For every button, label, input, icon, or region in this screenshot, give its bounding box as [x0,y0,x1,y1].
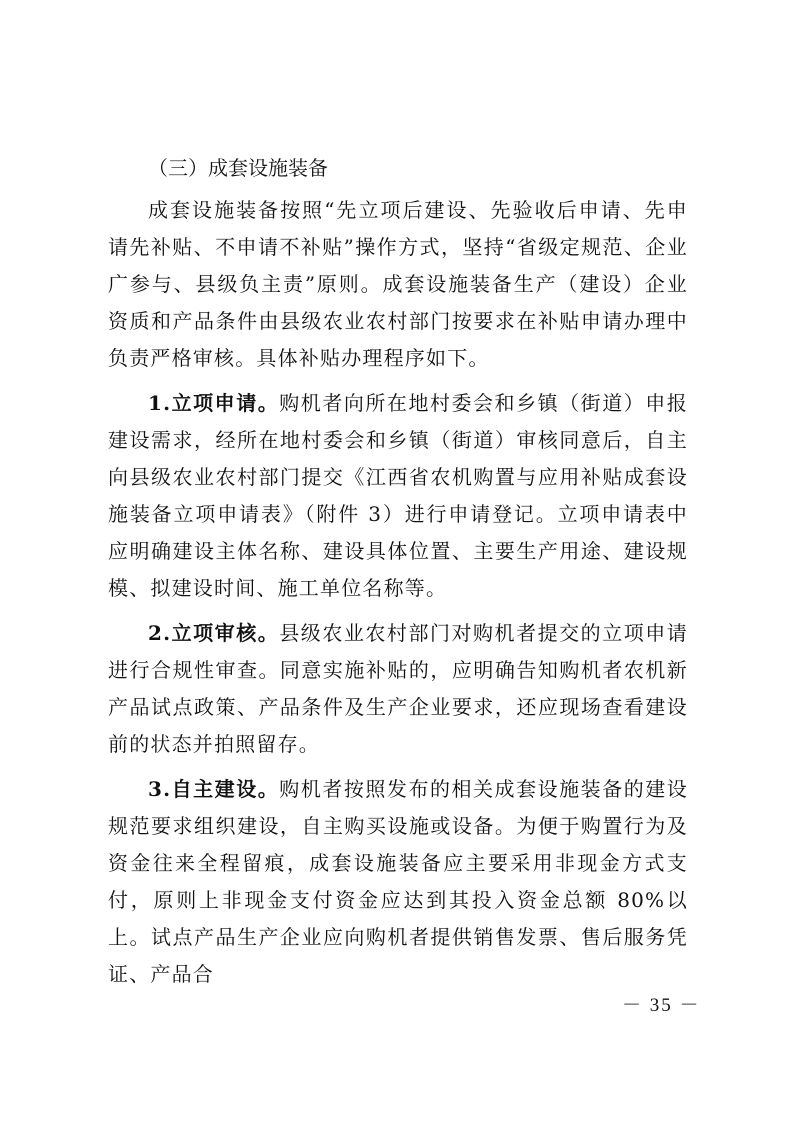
step-paragraph-1 [108,385,688,607]
document-body [108,150,688,993]
step-paragraph-3 [108,771,688,993]
step-title-1: 1.立项申请。 [148,391,280,415]
step-body-1: 购机者向所在地村委会和乡镇（街道）申报建设需求，经所在地村委会和乡镇（街道）审核同意后，自主向县级农业农村部门提交《江西省农机购置与应用补贴成套设施装备立项申请表》（附件 3）进行申请登记。立项申请表中应明确建设主体名称、建设具体位置、主要生产用途、建设规模、拟建设时间、施工单位名称等。 [108,391,688,600]
page-number: － 35 － [622,995,701,1016]
step-body-3: 购机者按照发布的相关成套设施装备的建设规范要求组织建设，自主购买设施或设备。为便于购置行为及资金往来全程留痕，成套设施装备应主要采用非现金方式支付，原则上非现金支付资金应达到其投入资金总额 80%以上。试点产品生产企业应向购机者提供销售发票、售后服务凭证、产品合 [108,777,688,986]
step-title-3: 3.自主建设。 [148,777,280,801]
step-body-2: 县级农业农村部门对购机者提交的立项申请进行合规性审查。同意实施补贴的，应明确告知购机者农机新产品试点政策、产品条件及生产企业要求，还应现场查看建设前的状态并拍照留存。 [108,621,688,756]
section-heading: （三）成套设施装备 [148,156,328,180]
section-intro-paragraph: 成套设施装备按照“先立项后建设、先验收后申请、先申请先补贴、不申请不补贴”操作方式，坚持“省级定规范、企业广参与、县级负主责”原则。成套设施装备生产（建设）企业资质和产品条件由县级农业农村部门按要求在补贴申请办理中负责严格审核。具体补贴办理程序如下。 [108,198,688,370]
step-title-2: 2.立项审核。 [148,621,280,645]
step-paragraph-2 [108,615,688,763]
